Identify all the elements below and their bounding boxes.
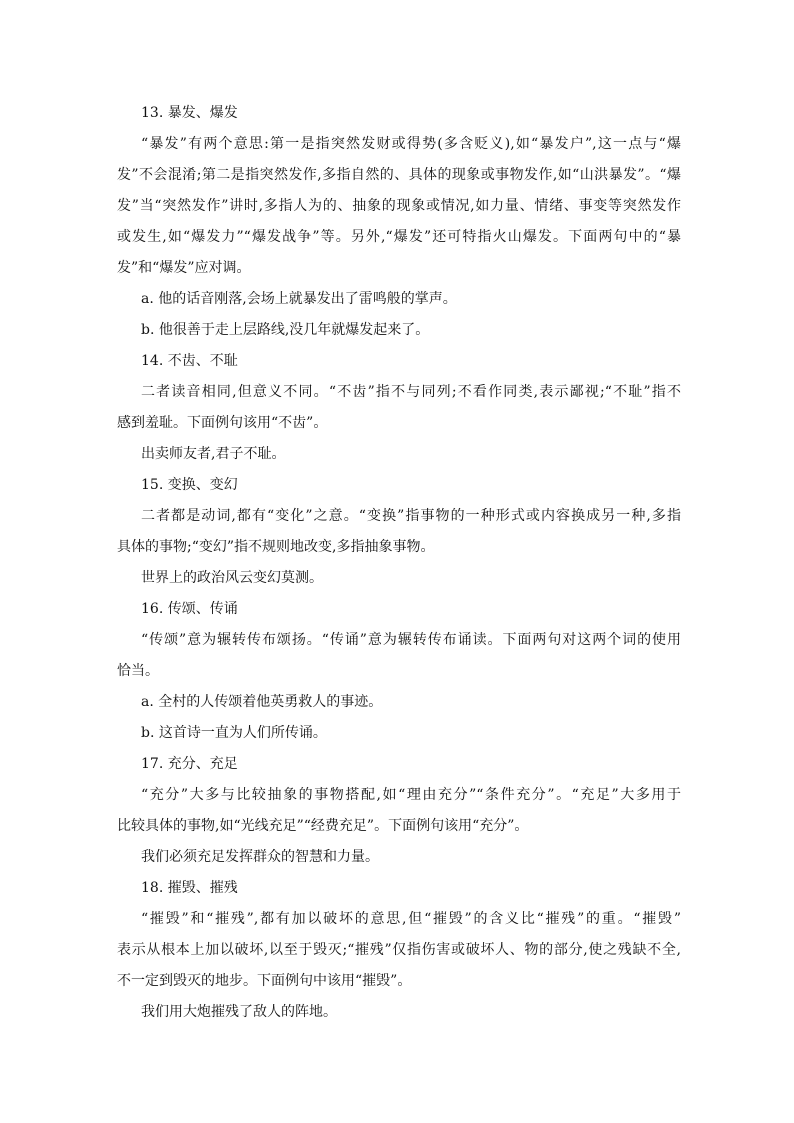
section-14 — [117, 346, 681, 470]
example-sentence: a. 全村的人传颂着他英勇救人的事迹。 — [141, 694, 383, 710]
paragraph-line: 表示从根本上加以破坏,以至于毁灭;“摧残”仅指伤害或破坏人、物的部分,使之残缺不全, — [117, 942, 681, 958]
paragraph-line: 发”当“突然发作”讲时,多指人为的、抽象的现象或情况,如力量、情绪、事变等突然发作 — [117, 198, 681, 214]
paragraph-line: 发”和“爆发”应对调。 — [117, 260, 251, 276]
example-sentence: 世界上的政治风云变幻莫测。 — [141, 570, 323, 586]
paragraph-line: “充分”大多与比较抽象的事物搭配,如“理由充分”“条件充分”。“充足”大多用于 — [141, 787, 681, 803]
section-heading: 13. 暴发、爆发 — [141, 105, 238, 121]
section-heading: 15. 变换、变幻 — [141, 477, 238, 493]
section-16 — [117, 594, 681, 749]
section-heading: 18. 摧毁、摧残 — [141, 880, 238, 896]
section-heading: 17. 充分、充足 — [141, 756, 238, 772]
paragraph-line: 恰当。 — [117, 663, 159, 679]
paragraph-line: 发”不会混淆;第二是指突然发作,多指自然的、具体的现象或事物发作,如“山洪暴发”。“爆 — [117, 167, 681, 183]
example-sentence: 我们用大炮摧残了敌人的阵地。 — [141, 1004, 337, 1020]
paragraph-line: “传颂”意为辗转传布颂扬。“传诵”意为辗转传布诵读。下面两句对这两个词的使用 — [141, 632, 681, 648]
section-heading: 14. 不齿、不耻 — [141, 353, 238, 369]
section-heading: 16. 传颂、传诵 — [141, 601, 238, 617]
paragraph-line: 感到羞耻。下面例句该用“不齿”。 — [117, 415, 328, 431]
section-13 — [117, 98, 681, 346]
paragraph-line: “暴发”有两个意思:第一是指突然发财或得势(多含贬义),如“暴发户”,这一点与“爆 — [141, 136, 681, 152]
paragraph-line: 不一定到毁灭的地步。下面例句中该用“摧毁”。 — [117, 973, 412, 989]
paragraph-line: 二者都是动词,都有“变化”之意。“变换”指事物的一种形式或内容换成另一种,多指 — [141, 508, 681, 524]
paragraph-line: 二者读音相同,但意义不同。“不齿”指不与同列;不看作同类,表示鄙视;“不耻”指不 — [141, 384, 681, 400]
paragraph-line: 具体的事物;“变幻”指不规则地改变,多指抽象事物。 — [117, 539, 435, 555]
document-page — [117, 98, 681, 1028]
example-sentence: 出卖师友者,君子不耻。 — [141, 446, 286, 462]
section-15 — [117, 470, 681, 594]
section-18 — [117, 873, 681, 1028]
example-sentence: a. 他的话音刚落,会场上就暴发出了雷鸣般的掌声。 — [141, 291, 457, 307]
example-sentence: b. 这首诗一直为人们所传诵。 — [141, 725, 327, 741]
paragraph-line: 比较具体的事物,如“光线充足”“经费充足”。下面例句该用“充分”。 — [117, 818, 529, 834]
paragraph-line: “摧毁”和“摧残”,都有加以破坏的意思,但“摧毁”的含义比“摧残”的重。“摧毁” — [141, 911, 681, 927]
paragraph-line: 或发生,如“爆发力”“爆发战争”等。另外,“爆发”还可特指火山爆发。下面两句中的“暴 — [117, 229, 681, 245]
example-sentence: b. 他很善于走上层路线,没几年就爆发起来了。 — [141, 322, 430, 338]
section-17 — [117, 749, 681, 873]
example-sentence: 我们必须充足发挥群众的智慧和力量。 — [141, 849, 379, 865]
